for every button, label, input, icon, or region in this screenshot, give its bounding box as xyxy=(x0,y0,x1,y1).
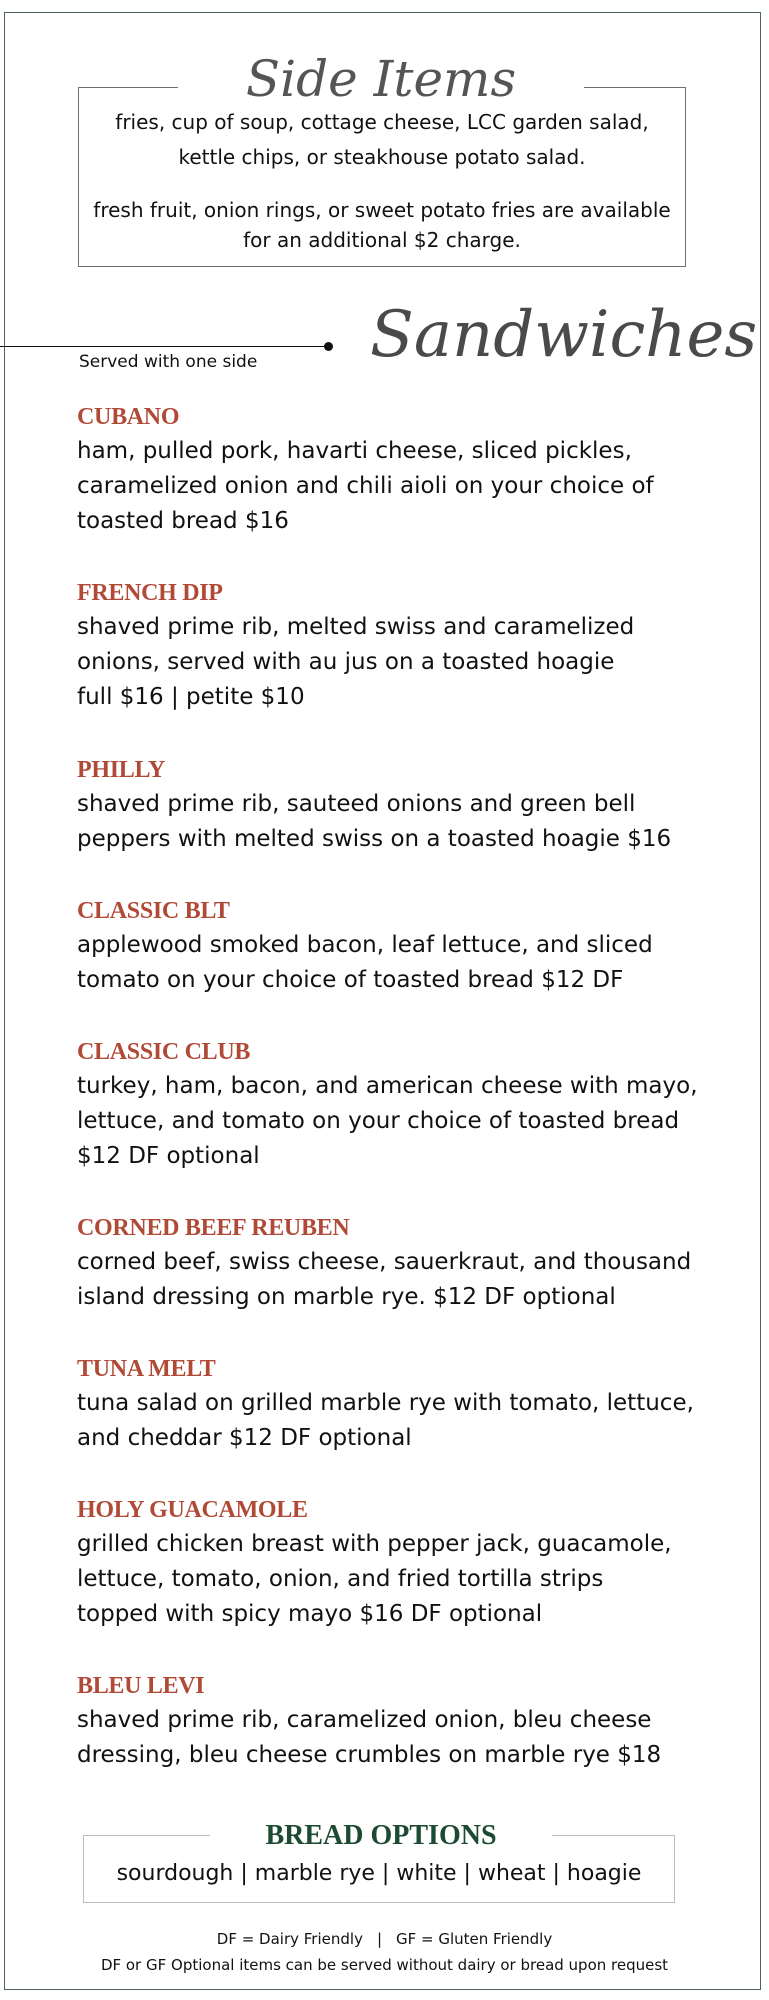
header-rule-dot xyxy=(324,342,333,351)
menu-item-name: FRENCH DIP xyxy=(77,580,223,606)
menu-item-description: shaved prime rib, sauteed onions and green bell peppers with melted swiss on a toasted hoagie $16 xyxy=(77,791,672,852)
menu-item-classic-blt xyxy=(77,896,727,998)
menu-item-name: CLASSIC BLT xyxy=(77,898,230,924)
legend-divider: | xyxy=(376,1930,383,1948)
bread-options-title: BREAD OPTIONS xyxy=(210,1818,552,1854)
header-rule xyxy=(0,346,329,347)
menu-item-french-dip xyxy=(77,578,727,715)
menu-item-description: tuna salad on grilled marble rye with tomato, lettuce, and cheddar $12 DF optional xyxy=(77,1390,694,1451)
menu-item-name: CORNED BEEF REUBEN xyxy=(77,1215,350,1241)
dietary-note: DF or GF Optional items can be served without dairy or bread upon request xyxy=(100,1956,669,1974)
bread-options-list: sourdough | marble rye | white | wheat | hoagie xyxy=(116,1861,642,1886)
menu-item-description: corned beef, swiss cheese, sauerkraut, and thousand island dressing on marble rye. $12 DF optional xyxy=(77,1249,692,1310)
menu-item-cubano xyxy=(77,402,727,539)
menu-item-description: grilled chicken breast with pepper jack, guacamole, lettuce, tomato, onion, and fried tortilla strips topped with spicy mayo $16 DF optional xyxy=(77,1531,672,1627)
menu-item-name: BLEU LEVI xyxy=(77,1673,205,1699)
menu-item-description: applewood smoked bacon, leaf lettuce, and sliced tomato on your choice of toasted bread $12 DF xyxy=(77,932,653,993)
dietary-legend xyxy=(20,1928,749,1950)
menu-item-name: TUNA MELT xyxy=(77,1356,216,1382)
dairy-friendly-legend: DF = Dairy Friendly xyxy=(216,1930,363,1948)
side-items-included: fries, cup of soup, cottage cheese, LCC garden salad, kettle chips, or steakhouse potato salad. xyxy=(115,110,649,169)
side-items-upcharge: fresh fruit, onion rings, or sweet potato fries are available for an additional $2 charge. xyxy=(93,198,671,252)
menu-item-classic-club xyxy=(77,1037,727,1174)
menu-item-philly xyxy=(77,755,727,857)
menu-item-bleu-levi xyxy=(77,1671,727,1773)
menu-item-name: PHILLY xyxy=(77,757,166,783)
menu-item-name: CUBANO xyxy=(77,404,180,430)
menu-item-holy-guacamole xyxy=(77,1495,727,1632)
menu-item-description: turkey, ham, bacon, and american cheese with mayo, lettuce, and tomato on your choice of toasted bread $12 DF optional xyxy=(77,1073,698,1169)
menu-item-description: shaved prime rib, caramelized onion, bleu cheese dressing, bleu cheese crumbles on marble rye $18 xyxy=(77,1707,662,1768)
menu-item-corned-beef-reuben xyxy=(77,1213,727,1315)
menu-item-description: ham, pulled pork, havarti cheese, sliced pickles, caramelized onion and chili aioli on your choice of toasted bread $16 xyxy=(77,438,654,534)
side-items-title: Side Items xyxy=(178,44,584,114)
menu-item-name: HOLY GUACAMOLE xyxy=(77,1497,308,1523)
menu-item-tuna-melt xyxy=(77,1354,727,1456)
menu-item-name: CLASSIC CLUB xyxy=(77,1039,251,1065)
menu-item-description: shaved prime rib, melted swiss and caramelized onions, served with au jus on a toasted hoagie full $16 | petite $10 xyxy=(77,614,635,710)
sandwiches-subtitle: Served with one side xyxy=(79,352,258,372)
sandwiches-title: Sandwiches xyxy=(370,298,758,372)
gluten-friendly-legend: GF = Gluten Friendly xyxy=(396,1930,553,1948)
